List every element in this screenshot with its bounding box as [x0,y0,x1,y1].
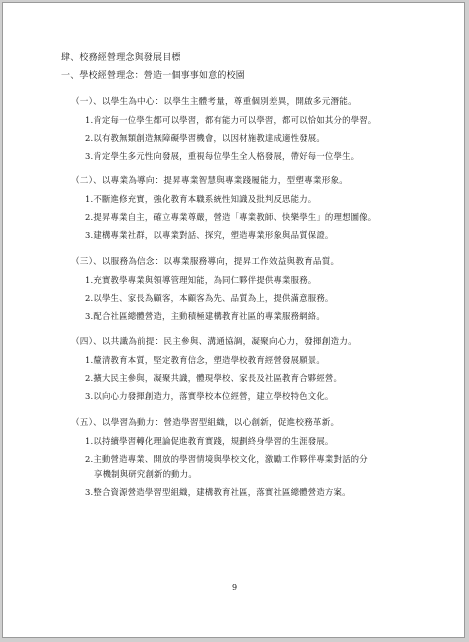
list-item: 3.以向心力發揮創造力，落實學校本位經營，建立學校特色文化。 [85,391,334,401]
list-item: 1.肯定每一位學生都可以學習，都有能力可以學習，都可以恰如其分的學習。 [85,115,377,125]
list-item: 2.以學生、家長為顧客，本顧客為先、品質為上，提供滿意服務。 [85,293,334,303]
section-title-2: （二）、以專業為導向：提昇專業智慧與專業踐履能力，型塑專業形象。 [71,176,349,186]
section-heading: 肆、校務經營理念與發展目標 [61,53,181,63]
list-item: 3.肯定學生多元性向發展，重視每位學生全人格發展，帶好每一位學生。 [85,151,360,161]
list-item: 3.整合資源營造學習型組織，建構教育社區，落實社區總體營造方案。 [85,487,351,497]
list-item: 1.不斷進修充實，強化教育本職系統性知識及批判反思能力。 [85,194,317,204]
section-title-4: （四）、以共識為前提：民主參與、溝通協調，凝聚向心力，發揮創造力。 [71,337,357,347]
section-title-5: （五）、以學習為動力：營造學習型組織，以心創新，促進校務革新。 [71,418,340,428]
list-item: 2.提昇專業自主，確立專業尊嚴，營造「專業教師、快樂學生」的理想圖像。 [85,212,377,222]
list-item: 1.以持續學習轉化理論促進教育實踐，規劃終身學習的生涯發展。 [85,436,334,446]
document-page [2,2,465,638]
list-item-continuation: 享機制與研究創新的動力。 [94,469,197,479]
list-item: 2.以有教無類創造無障礙學習機會，以因材施教達成適性發展。 [85,133,325,143]
section-title-1: （一）、以學生為中心：以學生主體考量，尊重個別差異，開啟多元潛能。 [71,97,357,107]
page-number: 9 [231,583,238,592]
subheading: 一、學校經營理念：營造一個事事如意的校園 [61,71,246,81]
section-title-3: （三）、以服務為信念：以專業服務導向，提昇工作效益與教育品質。 [71,257,340,267]
list-item: 3.配合社區總體營造，主動積極建構教育社區的專業服務網絡。 [85,311,325,321]
list-item: 2.主動營造專業、開放的學習情境與學校文化，激勵工作夥伴專業對話的分 [85,454,368,464]
list-item: 1.充實教學專業與領導管理知能，為同仁夥伴提供專業服務。 [85,275,317,285]
list-item: 1.釐清教育本質，堅定教育信念，塑造學校教育經營發展願景。 [85,355,325,365]
list-item: 2.擴大民主參與，凝聚共識，體現學校、家長及社區教育合夥經營。 [85,373,343,383]
list-item: 3.建構專業社群，以專業對話、探究，塑造專業形象與品質保證。 [85,230,334,240]
